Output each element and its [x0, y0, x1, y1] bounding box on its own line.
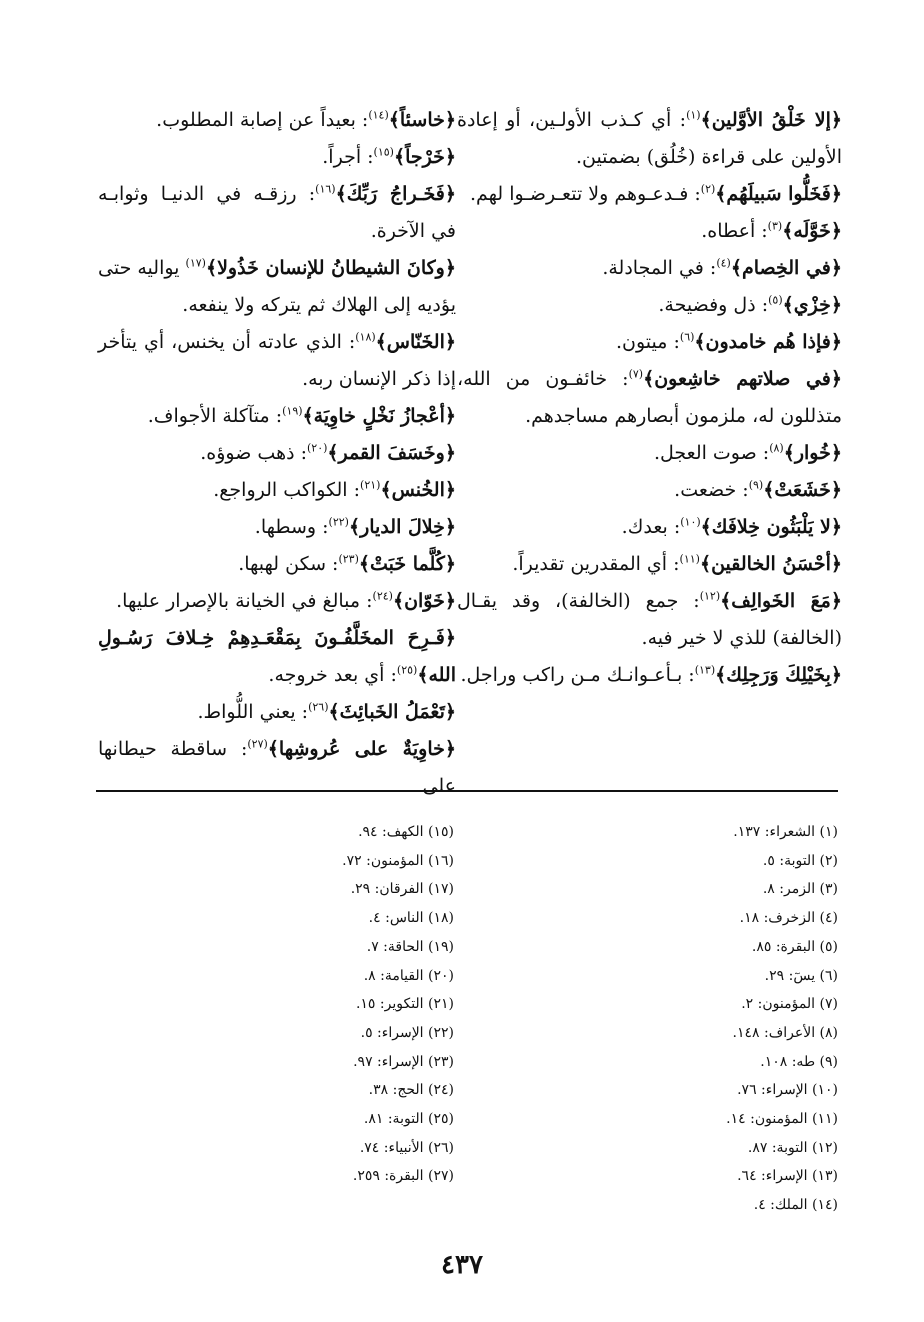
footnote: (١) الشعراء: ١٣٧. — [733, 824, 838, 840]
entry-term: ﴿لا يَلْبَثُون خِلافَك﴾ — [700, 516, 842, 538]
footnote-marker: (٣) — [767, 219, 783, 233]
entry-term: ﴿أعْجازُ نَخْلٍ خاوِيَة﴾ — [302, 405, 456, 427]
footnote: (٢٦) الأنبياء: ٧٤. — [359, 1139, 454, 1156]
glossary-entry — [98, 620, 456, 694]
entry-definition: : سكن لهبها. — [238, 553, 339, 575]
entry-term: ﴿خِلالَ الديار﴾ — [348, 516, 456, 538]
entry-definition: : الكواكب الرواجع. — [213, 479, 361, 501]
entry-definition: : أي كـذب الأولـين، أو إعادة الأولين على قراءة (خُلُق) بضمتين. — [457, 109, 842, 168]
entry-term: ﴿تَعْمَلُ الخَبائِثَ﴾ — [328, 701, 456, 723]
entry-definition: يواليه حتى يؤديه إلى الهلاك ثم يتركه ولا ينفعه. — [98, 257, 456, 316]
entry-term: ﴿فَخَـراجُ رَبِّكَ﴾ — [335, 183, 456, 205]
entry-term: ﴿خَرْجاً﴾ — [393, 146, 456, 168]
left-column — [98, 102, 456, 805]
footnote-marker: (١٨) — [355, 330, 376, 344]
footnote-marker: (٧) — [628, 367, 644, 381]
footnotes-left — [154, 818, 454, 1191]
footnote: (٢٥) التوبة: ٨١. — [363, 1111, 454, 1128]
footnote: (٦) يسٓ: ٢٩. — [764, 967, 838, 984]
glossary-entry — [457, 509, 842, 546]
entry-term: ﴿في صلاتهم خاشِعون﴾ — [643, 368, 843, 390]
footnote: (١٥) الكهف: ٩٤. — [358, 824, 454, 840]
glossary-entry — [457, 213, 842, 250]
footnote-marker: (٢٦) — [308, 700, 329, 714]
footnote: (٢) التوبة: ٥. — [762, 852, 838, 869]
footnote-marker: (١٩) — [282, 404, 303, 418]
footnote-marker: (٢١) — [360, 478, 381, 492]
footnote-marker: (٢٢) — [328, 515, 349, 529]
glossary-entry — [457, 472, 842, 509]
footnote: (٢٧) البقرة: ٢٥٩. — [352, 1168, 454, 1185]
glossary-entry — [457, 324, 842, 361]
glossary-entry — [98, 583, 456, 620]
glossary-entry — [457, 435, 842, 472]
footnote-marker: (٨) — [769, 441, 784, 455]
entry-term: ﴿مَعَ الخَوالِف﴾ — [720, 590, 842, 612]
entry-term: ﴿خَشَعَتْ﴾ — [763, 479, 842, 501]
entry-term: ﴿خُوار﴾ — [783, 442, 842, 464]
entry-definition: : أي بعد خروجه. — [268, 664, 397, 686]
entry-term: ﴿إلا خَلْقُ الأوَّلين﴾ — [700, 109, 842, 131]
glossary-entry — [98, 139, 456, 176]
entry-definition: : الذي عادته أن يخنس، أي يتأخر إذا ذكر الإنسان ربه. — [98, 331, 456, 390]
glossary-entry — [457, 657, 842, 694]
entry-term: ﴿كُلَّما خَبَتْ﴾ — [358, 553, 456, 575]
footnote-marker: (١٣) — [694, 663, 716, 677]
footnote: (١٠) الإسراء: ٧٦. — [737, 1082, 838, 1099]
footnote-marker: (٢٣) — [338, 552, 359, 566]
page-number: ٤٣٧ — [441, 1250, 483, 1280]
footnote: (١٨) الناس: ٤. — [368, 910, 454, 927]
footnote: (١١) المؤمنون: ١٤. — [726, 1111, 838, 1128]
entry-term: ﴿بِخَيْلِكَ وَرَجِلِك﴾ — [715, 664, 842, 686]
glossary-entry — [98, 694, 456, 731]
glossary-entry — [98, 250, 456, 324]
footnote: (٤) الزخرف: ١٨. — [739, 910, 838, 927]
entry-term: ﴿خاسئاً﴾ — [388, 109, 456, 131]
footnote: (١٤) الملك: ٤. — [753, 1197, 838, 1214]
footnotes-right — [538, 818, 838, 1220]
glossary-entry — [457, 361, 842, 435]
entry-definition: : وسطها. — [254, 516, 329, 538]
footnote: (٢٤) الحج: ٣٨. — [368, 1082, 454, 1099]
footnote-marker: (١٧) — [185, 256, 206, 270]
footnote-marker: (١٥) — [373, 145, 394, 159]
footnote-marker: (٢٤) — [372, 589, 393, 603]
footnote: (٢٠) القيامة: ٨. — [363, 967, 454, 984]
entry-definition: : بـأعـوانـك مـن راكب وراجل. — [460, 664, 695, 686]
glossary-entry — [98, 102, 456, 139]
entry-term: ﴿فإذا هُم خامدون﴾ — [694, 331, 842, 353]
glossary-entry — [457, 250, 842, 287]
entry-definition: : متآكلة الأجواف. — [147, 405, 283, 427]
glossary-entry — [98, 398, 456, 435]
footnote: (١٢) التوبة: ٨٧. — [747, 1139, 838, 1156]
entry-definition: : أجراً. — [322, 146, 374, 168]
glossary-entry — [457, 583, 842, 657]
entry-definition: : أعطاه. — [701, 220, 768, 242]
footnote-marker: (٢٠) — [307, 441, 328, 455]
footnote-marker: (٩) — [748, 478, 764, 492]
footnote-marker: (١٠) — [680, 515, 701, 529]
entry-term: ﴿خَوَّلَه﴾ — [782, 220, 842, 242]
entry-term: ﴿فَـرِحَ المخَلَّفُـونَ بِمَقْعَـدِهِمْ خِـلافَ رَسُـولِ الله﴾ — [98, 627, 456, 686]
footnote: (٢٢) الإسراء: ٥. — [360, 1024, 454, 1041]
entry-definition: : ميتون. — [615, 331, 680, 353]
glossary-entry — [457, 102, 842, 176]
entry-definition: : يعني اللُّواط. — [197, 701, 309, 723]
entry-term: ﴿في الخِصام﴾ — [730, 257, 842, 279]
glossary-entry — [457, 287, 842, 324]
footnote: (٢٣) الإسراء: ٩٧. — [353, 1053, 454, 1070]
entry-term: ﴿أحْسَنُ الخالقين﴾ — [699, 553, 842, 575]
entry-definition: : بعيداً عن إصابة المطلوب. — [156, 109, 369, 131]
footnote-marker: (٢٥) — [396, 663, 418, 677]
entry-definition: : في المجادلة. — [602, 257, 717, 279]
footnote-divider — [96, 790, 838, 792]
footnote-marker: (٢) — [700, 182, 716, 196]
footnote-marker: (٢٧) — [247, 737, 268, 751]
entry-term: ﴿فَخَلُّوا سَبيلَهُم﴾ — [715, 183, 842, 205]
entry-definition: : خائفـون من الله، متذللون له، ملزمون أبصارهم مساجدهم. — [457, 368, 842, 427]
glossary-entry — [98, 731, 456, 805]
glossary-entry — [98, 546, 456, 583]
footnote: (١٦) المؤمنون: ٧٢. — [342, 852, 454, 869]
glossary-entry — [98, 176, 456, 250]
entry-definition: : مبالغ في الخيانة بالإصرار عليها. — [116, 590, 373, 612]
entry-definition: : صوت العجل. — [653, 442, 770, 464]
right-column — [457, 102, 842, 694]
footnote: (٣) الزمر: ٨. — [762, 881, 838, 898]
glossary-entry — [98, 435, 456, 472]
footnote-marker: (١١) — [679, 552, 700, 566]
entry-definition: : ذل وفضيحة. — [658, 294, 769, 316]
glossary-entry — [457, 546, 842, 583]
footnote-marker: (٦) — [679, 330, 695, 344]
entry-definition: : ساقطة حيطانها على — [98, 738, 456, 797]
footnote: (٧) المؤمنون: ٢. — [741, 996, 838, 1013]
entry-term: ﴿الخَنّاس﴾ — [375, 331, 456, 353]
entry-definition: : رزقـه في الدنيـا وثوابـه في الآخرة. — [98, 183, 456, 242]
footnote: (٥) البقرة: ٨٥. — [751, 938, 838, 955]
footnote: (٩) طه: ١٠٨. — [760, 1053, 838, 1070]
entry-definition: : خضعت. — [674, 479, 749, 501]
footnote: (٨) الأعراف: ١٤٨. — [732, 1024, 838, 1041]
entry-definition: : ذهب ضوؤه. — [200, 442, 307, 464]
footnote-marker: (١٦) — [315, 182, 336, 196]
glossary-entry — [457, 176, 842, 213]
footnote-marker: (١٤) — [368, 108, 389, 122]
footnote-marker: (٥) — [768, 293, 783, 307]
entry-term: ﴿وخَسَفَ القمر﴾ — [327, 442, 456, 464]
footnote-marker: (٤) — [716, 256, 731, 270]
entry-definition: : جمع (الخالفة)، وقد يقـال (الخالفة) للذي لا خير فيه. — [457, 590, 842, 649]
footnote: (١٧) الفرقان: ٢٩. — [350, 881, 454, 898]
glossary-entry — [98, 472, 456, 509]
entry-definition: : فـدعـوهم ولا تتعـرضـوا لهم. — [469, 183, 701, 205]
footnote: (١٩) الحاقة: ٧. — [366, 938, 454, 955]
glossary-entry — [98, 324, 456, 398]
footnote-marker: (١٢) — [699, 589, 721, 603]
entry-definition: : أي المقدرين تقديراً. — [512, 553, 680, 575]
entry-term: ﴿خِزْي﴾ — [782, 294, 842, 316]
glossary-entry — [98, 509, 456, 546]
entry-term: ﴿خاوِيَةٌ على عُروشِها﴾ — [267, 738, 457, 760]
footnote: (٢١) التكوير: ١٥. — [355, 996, 454, 1013]
entry-term: ﴿الخُنس﴾ — [380, 479, 456, 501]
footnote: (١٣) الإسراء: ٦٤. — [737, 1168, 838, 1185]
entry-term: ﴿خَوّان﴾ — [392, 590, 456, 612]
entry-term: ﴿وكانَ الشيطانُ للإنسان خَذُولا﴾ — [205, 257, 456, 279]
footnote-marker: (١) — [686, 108, 701, 122]
entry-definition: : بعدك. — [621, 516, 681, 538]
